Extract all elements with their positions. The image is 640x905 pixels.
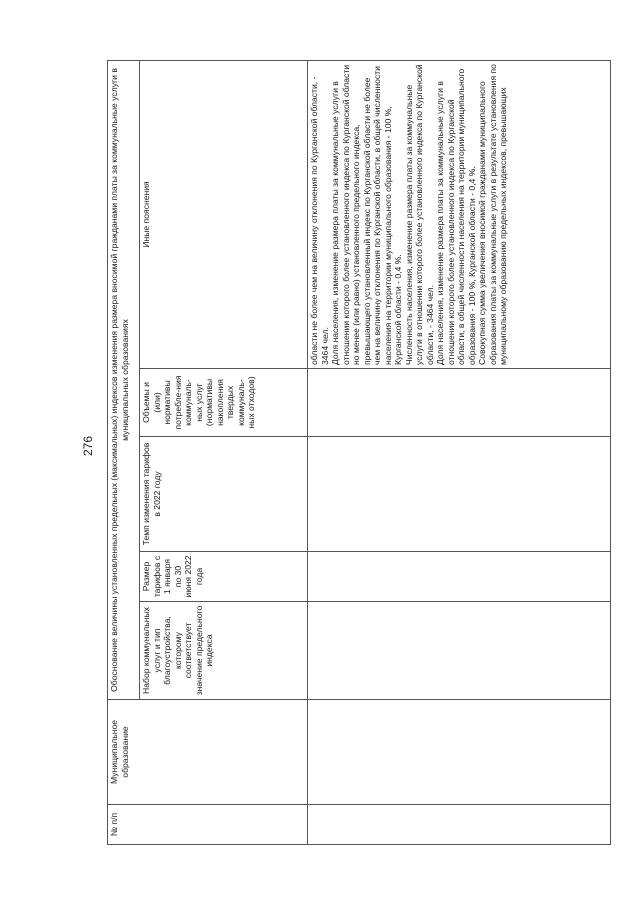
header-tariff-change: Темп изменения тарифов в 2022 году bbox=[140, 437, 308, 552]
cell-notes bbox=[308, 61, 611, 369]
table-row bbox=[308, 61, 611, 845]
header-service-set: Набор коммунальных услуг и тип благоустройства, которому соответствует значение предельного индекса bbox=[140, 602, 308, 700]
cell-tariffs bbox=[308, 552, 611, 602]
cell-num bbox=[308, 805, 611, 845]
header-group: Обоснование величины установленных предельных (максимальных) индексов изменения размера вносимой гражданами платы за коммунальные услуги в муниципальных образованиях bbox=[108, 61, 140, 700]
cell-municipality bbox=[308, 700, 611, 805]
cell-service-set bbox=[308, 602, 611, 700]
note-paragraph: Численность населения, изменение размера платы за коммунальные услуги в отношении которого более установленного индекса по Курганской области, - 3464 чел. bbox=[403, 64, 435, 365]
page-number: 276 bbox=[81, 435, 95, 457]
header-tariffs: Размер тарифов с 1 января по 30 июня 2022 года bbox=[140, 552, 308, 602]
header-notes: Иные пояснения bbox=[140, 61, 308, 369]
cell-volumes bbox=[308, 369, 611, 437]
header-volumes: Объемы и (или) нормативы потребле-ния коммуналь-ных услуг (нормативы накопления твердых коммуналь-ных отходов) bbox=[140, 369, 308, 437]
note-paragraph: Доля населения, изменение размера платы за коммунальные услуги в отношении которого более установленного индекса по Курганской области, в общей численности населения на территории муниципального образования - 100 %, Курганской области - 0,4 %. bbox=[435, 68, 477, 365]
note-paragraph: области не более чем на величину отклонения по Курганской области, - 3464 чел. bbox=[309, 76, 330, 365]
note-paragraph: Доля населения, изменение размера платы за коммунальные услуги в отношении которого более установленного индекса по Курганской области но менее (или равно) установленного предельного индекса, превышающего установленный индекс по Курганской области не более чем на величину отклонения по Курганской области, в общей численности населения на территории муниципального образования - 100 %, Курганской области - 0,4 %. bbox=[330, 64, 403, 365]
header-num: № п/п bbox=[108, 805, 308, 845]
cell-tariff-change bbox=[308, 437, 611, 552]
rotated-table-container bbox=[107, 60, 607, 845]
justification-table bbox=[107, 60, 611, 845]
note-paragraph: Совокупная сумма увеличения вносимой гражданами муниципального образования платы за коммунальные услуги в результате установления по муниципальному образованию предельных индексов, превышающих bbox=[477, 64, 508, 365]
header-municipality: Муниципальное образование bbox=[108, 700, 308, 805]
